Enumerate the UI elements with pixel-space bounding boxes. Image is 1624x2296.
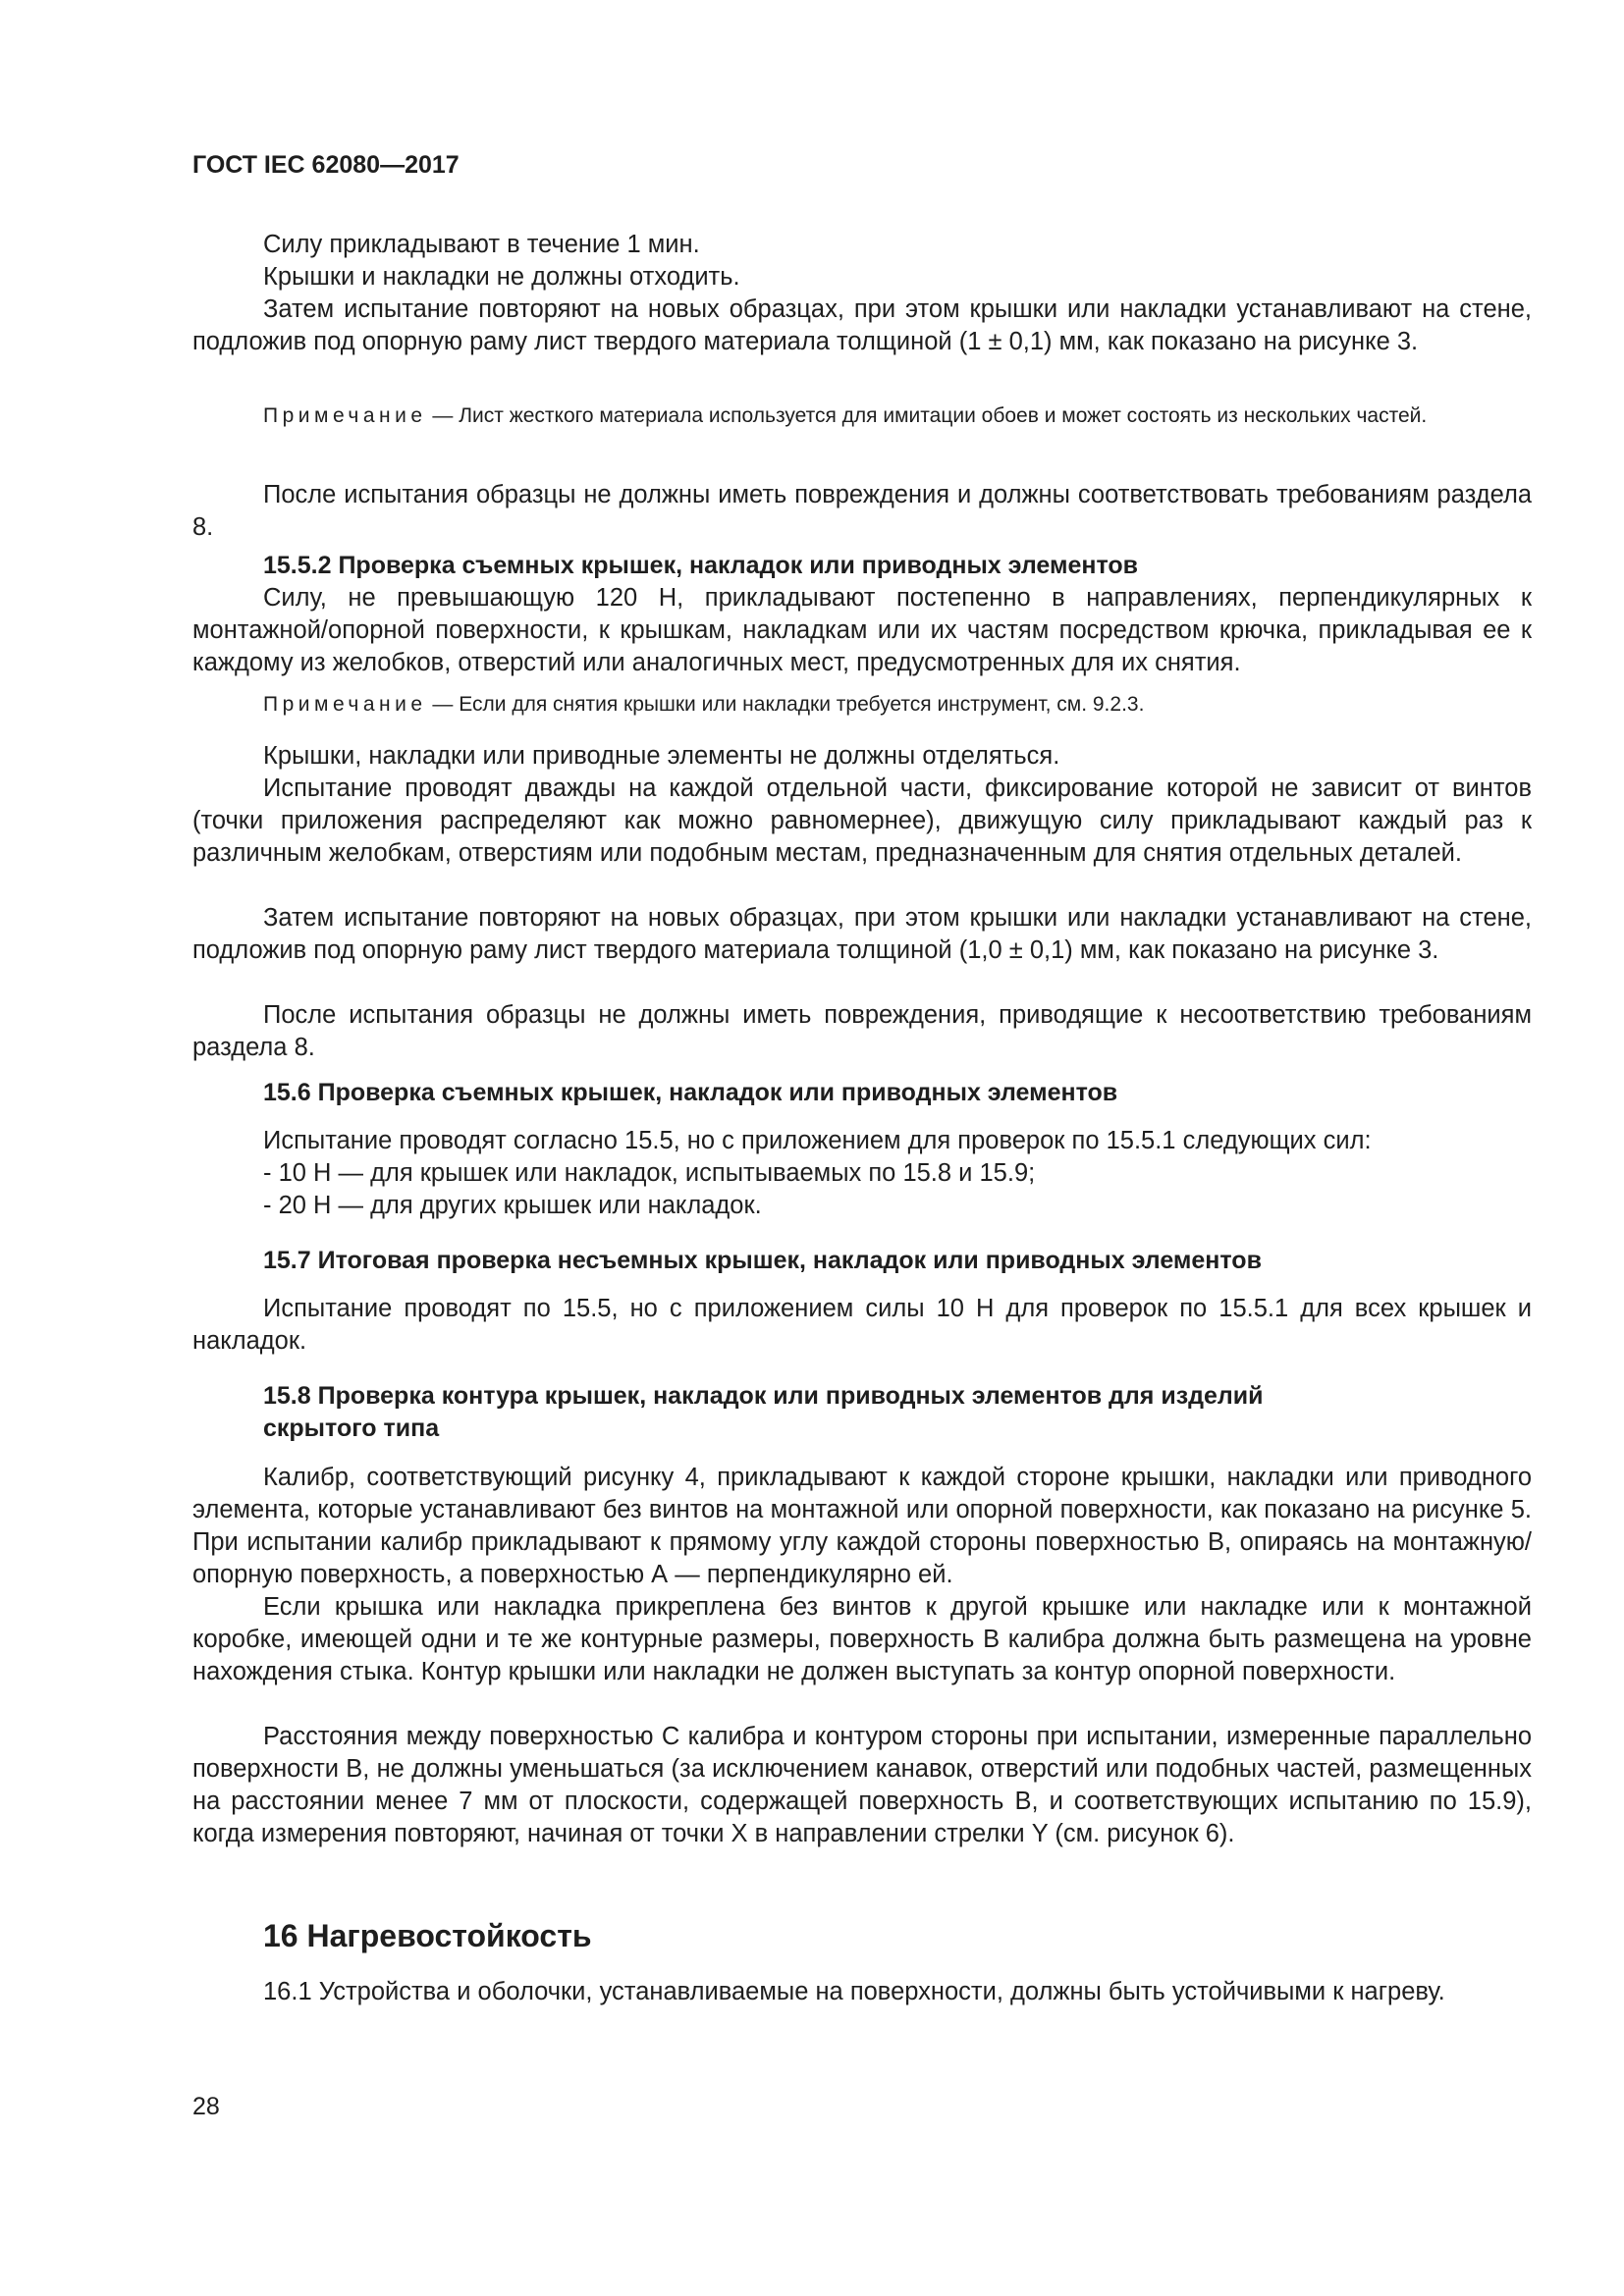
note-text: — Лист жесткого материала используется для имитации обоев и может состоять из нескольких частей. (426, 404, 1428, 427)
paragraph-distances-surface-c: Расстояния между поверхностью С калибра и контуром стороны при испытании, измеренные параллельно поверхности В, не должны уменьшаться (за исключением канавок, отверстий или подобных частей, размещенных на расстоянии менее 7 мм от плоскости, содержащей поверхность В, и соответствующих испытанию по 15.9), когда измерения повторяют, начиная от точки X в направлении стрелки Y (см. рисунок 6). (192, 1723, 1532, 1847)
paragraph-cover-without-screws: Если крышка или накладка прикреплена без винтов к другой крышке или накладке или к монтажной коробке, имеющей одни и те же контурные размеры, поверхность В калибра должна быть размещена на уровне нахождения стыка. Контур крышки или накладки не должен выступать за контур опорной поверхности. (192, 1593, 1532, 1685)
heading-16-heat-resistance: 16 Нагревостойкость (263, 1918, 592, 1953)
heading-15-7: 15.7 Итоговая проверка несъемных крышек, накладок или приводных элементов (263, 1247, 1262, 1274)
heading-15-5-2: 15.5.2 Проверка съемных крышек, накладок или приводных элементов (263, 552, 1139, 579)
heading-15-8-line2: скрытого типа (263, 1415, 440, 1442)
note-label: Примечание (263, 404, 427, 427)
paragraph-test-per-15-5: Испытание проводят согласно 15.5, но с приложением для проверок по 15.5.1 следующих сил: (263, 1127, 1372, 1154)
document-header-title: ГОСТ IEC 62080—2017 (192, 151, 460, 179)
list-item-10n: - 10 Н — для крышек или накладок, испытываемых по 15.8 и 15.9; (263, 1159, 1036, 1187)
heading-15-8-line1: 15.8 Проверка контура крышек, накладок или приводных элементов для изделий (263, 1382, 1264, 1410)
paragraph-force-120n: Силу, не превышающую 120 Н, прикладывают постепенно в направлениях, перпендикулярных к монтажной/опорной поверхности, к крышкам, накладкам или их частям посредством крючка, прикладывая ее к каждому из желобков, отверстий или аналогичных мест, предусмотренных для их снятия. (192, 584, 1532, 676)
paragraph-repeat-test-wall: Затем испытание повторяют на новых образцах, при этом крышки или накладки устанавливают на стене, подложив под опорную раму лист твердого материала толщиной (1 ± 0,1) мм, как показано на рисунке 3. (192, 295, 1532, 355)
paragraph-16-1: 16.1 Устройства и оболочки, устанавливаемые на поверхности, должны быть устойчивыми к нагреву. (263, 1978, 1445, 2005)
paragraph-not-separate: Крышки, накладки или приводные элементы не должны отделяться. (263, 742, 1060, 770)
note-tool-required (192, 690, 1532, 719)
paragraph-force-10n-all: Испытание проводят по 15.5, но с приложением силы 10 Н для проверок по 15.5.1 для всех крышек и накладок. (192, 1295, 1532, 1355)
list-item-20n: - 20 Н — для других крышек или накладок. (263, 1192, 762, 1219)
paragraph-repeat-test-wall-2: Затем испытание повторяют на новых образцах, при этом крышки или накладки устанавливают на стене, подложив под опорную раму лист твердого материала толщиной (1,0 ± 0,1) мм, как показано на рисунке 3. (192, 904, 1532, 964)
heading-15-6: 15.6 Проверка съемных крышек, накладок или приводных элементов (263, 1079, 1118, 1106)
paragraph-test-twice: Испытание проводят дважды на каждой отдельной части, фиксирование которой не зависит от винтов (точки приложения распределяют как можно равномернее), движущую силу прикладывают каждый раз к различным желобкам, отверстиям или подобным местам, предназначенным для снятия отдельных деталей. (192, 774, 1532, 867)
page-number: 28 (192, 2093, 220, 2120)
note-hard-material (192, 401, 1532, 430)
heading-15-8 (263, 1380, 1490, 1445)
paragraph-gauge-figure-4: Калибр, соответствующий рисунку 4, прикладывают к каждой стороне крышки, накладки или приводного элемента, которые устанавливают без винтов на монтажной или опорной поверхности, как показано на рисунке 5. При испытании калибр прикладывают к прямому углу каждой стороны поверхностью В, опираясь на монтажную/опорную поверхность, а поверхностью А — перпендикулярно ей. (192, 1464, 1532, 1588)
note-text: — Если для снятия крышки или накладки требуется инструмент, см. 9.2.3. (426, 693, 1145, 716)
paragraph-after-test-damage: После испытания образцы не должны иметь повреждения, приводящие к несоответствию требованиям раздела 8. (192, 1001, 1532, 1061)
paragraph-force-duration: Силу прикладывают в течение 1 мин. (263, 231, 700, 258)
paragraph-after-test-section8: После испытания образцы не должны иметь повреждения и должны соответствовать требованиям раздела 8. (192, 481, 1532, 541)
note-label: Примечание (263, 693, 427, 716)
paragraph-covers-not-detach: Крышки и накладки не должны отходить. (263, 263, 740, 291)
